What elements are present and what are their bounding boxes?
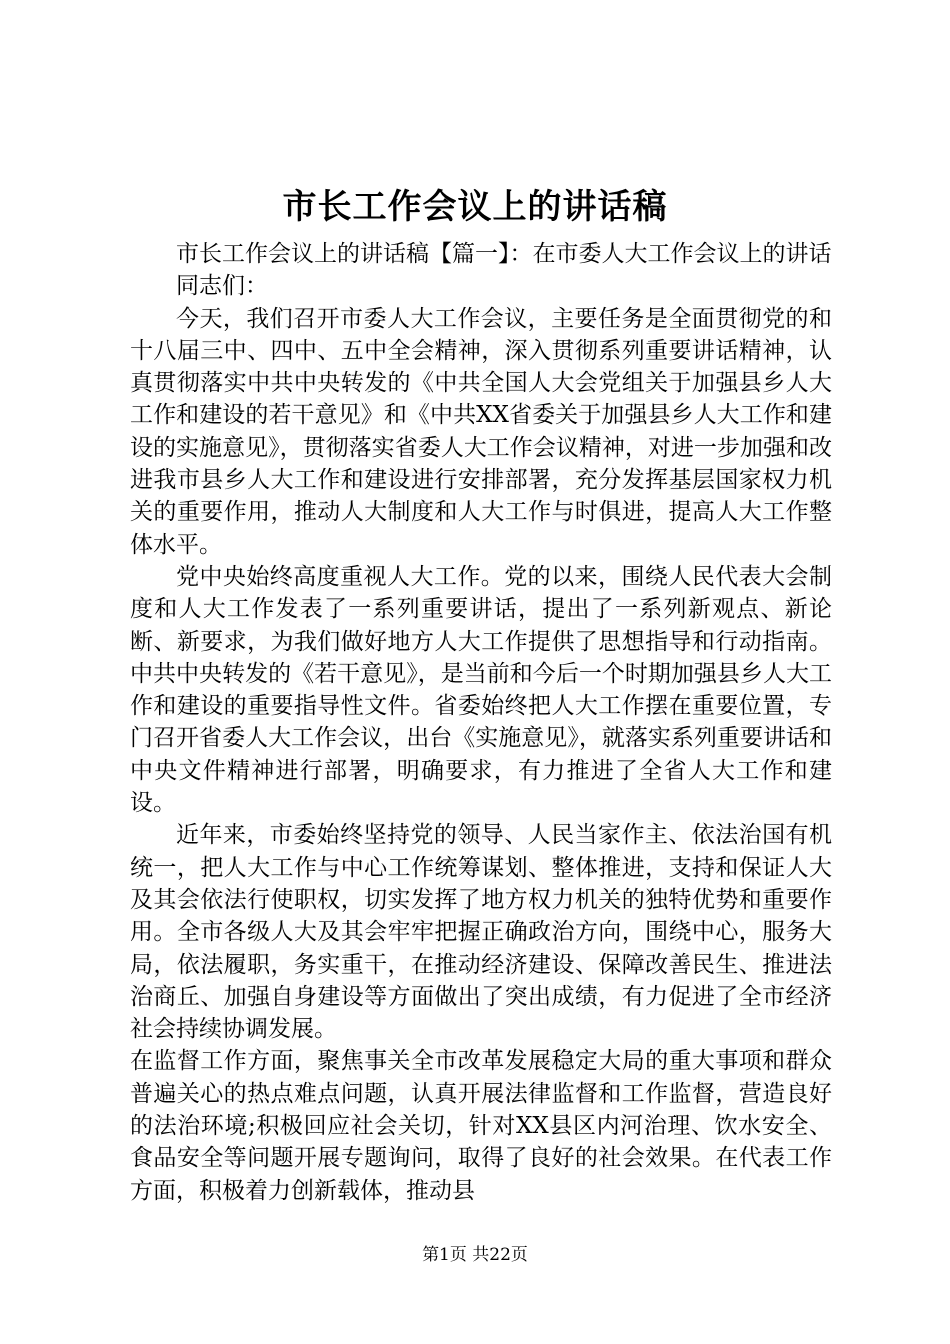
paragraph: 同志们： bbox=[176, 273, 268, 300]
document-title: 市长工作会议上的讲话稿 bbox=[282, 187, 668, 227]
document-body bbox=[130, 238, 832, 1207]
paragraph: 今天，我们召开市委人大工作会议，主要任务是全面贯彻党的和十八届三中、四中、五中全会精神，深入贯彻系列重要讲话精神，认真贯彻落实中共中央转发的《中共全国人大会党组关于加强县乡人大工作和建设的若干意见》和《中共XX省委关于加强县乡人大工作和建设的实施意见》，贯彻落实省委人大工作会议精神，对进一步加强和改进我市县乡人大工作和建设进行安排部署，充分发挥基层国家权力机关的重要作用，推动人大制度和人大工作与时俱进，提高人大工作整体水平。 bbox=[130, 305, 832, 558]
paragraph: 近年来，市委始终坚持党的领导、人民当家作主、依法治国有机统一，把人大工作与中心工作统筹谋划、整体推进，支持和保证人大及其会依法行使职权，切实发挥了地方权力机关的独特优势和重要作用。全市各级人大及其会牢牢把握正确政治方向，围绕中心，服务大局，依法履职，务实重干，在推动经济建设、保障改善民生、推进法治商丘、加强自身建设等方面做出了突出成绩，有力促进了全市经济社会持续协调发展。 bbox=[130, 822, 832, 1043]
paragraph: 在监督工作方面，聚焦事关全市改革发展稳定大局的重大事项和群众普遍关心的热点难点问题，认真开展法律监督和工作监督，营造良好的法治环境;积极回应社会关切，针对XX县区内河治理、饮水安全、食品安全等问题开展专题询问，取得了良好的社会效果。在代表工作方面，积极着力创新载体，推动县 bbox=[130, 1048, 832, 1204]
paragraph: 党中央始终高度重视人大工作。党的以来，围绕人民代表大会制度和人大工作发表了一系列重要讲话，提出了一系列新观点、新论断、新要求，为我们做好地方人大工作提供了思想指导和行动指南。中共中央转发的《若干意见》，是当前和今后一个时期加强县乡人大工作和建设的重要指导性文件。省委始终把人大工作摆在重要位置，专门召开省委人大工作会议，出台《实施意见》，就落实系列重要讲话和中央文件精神进行部署，明确要求，有力推进了全省人大工作和建设。 bbox=[130, 563, 832, 817]
paragraph: 市长工作会议上的讲话稿【篇一】：在市委人大工作会议上的讲话 bbox=[176, 241, 832, 267]
page-footer: 第1页 共22页 bbox=[422, 1245, 528, 1265]
